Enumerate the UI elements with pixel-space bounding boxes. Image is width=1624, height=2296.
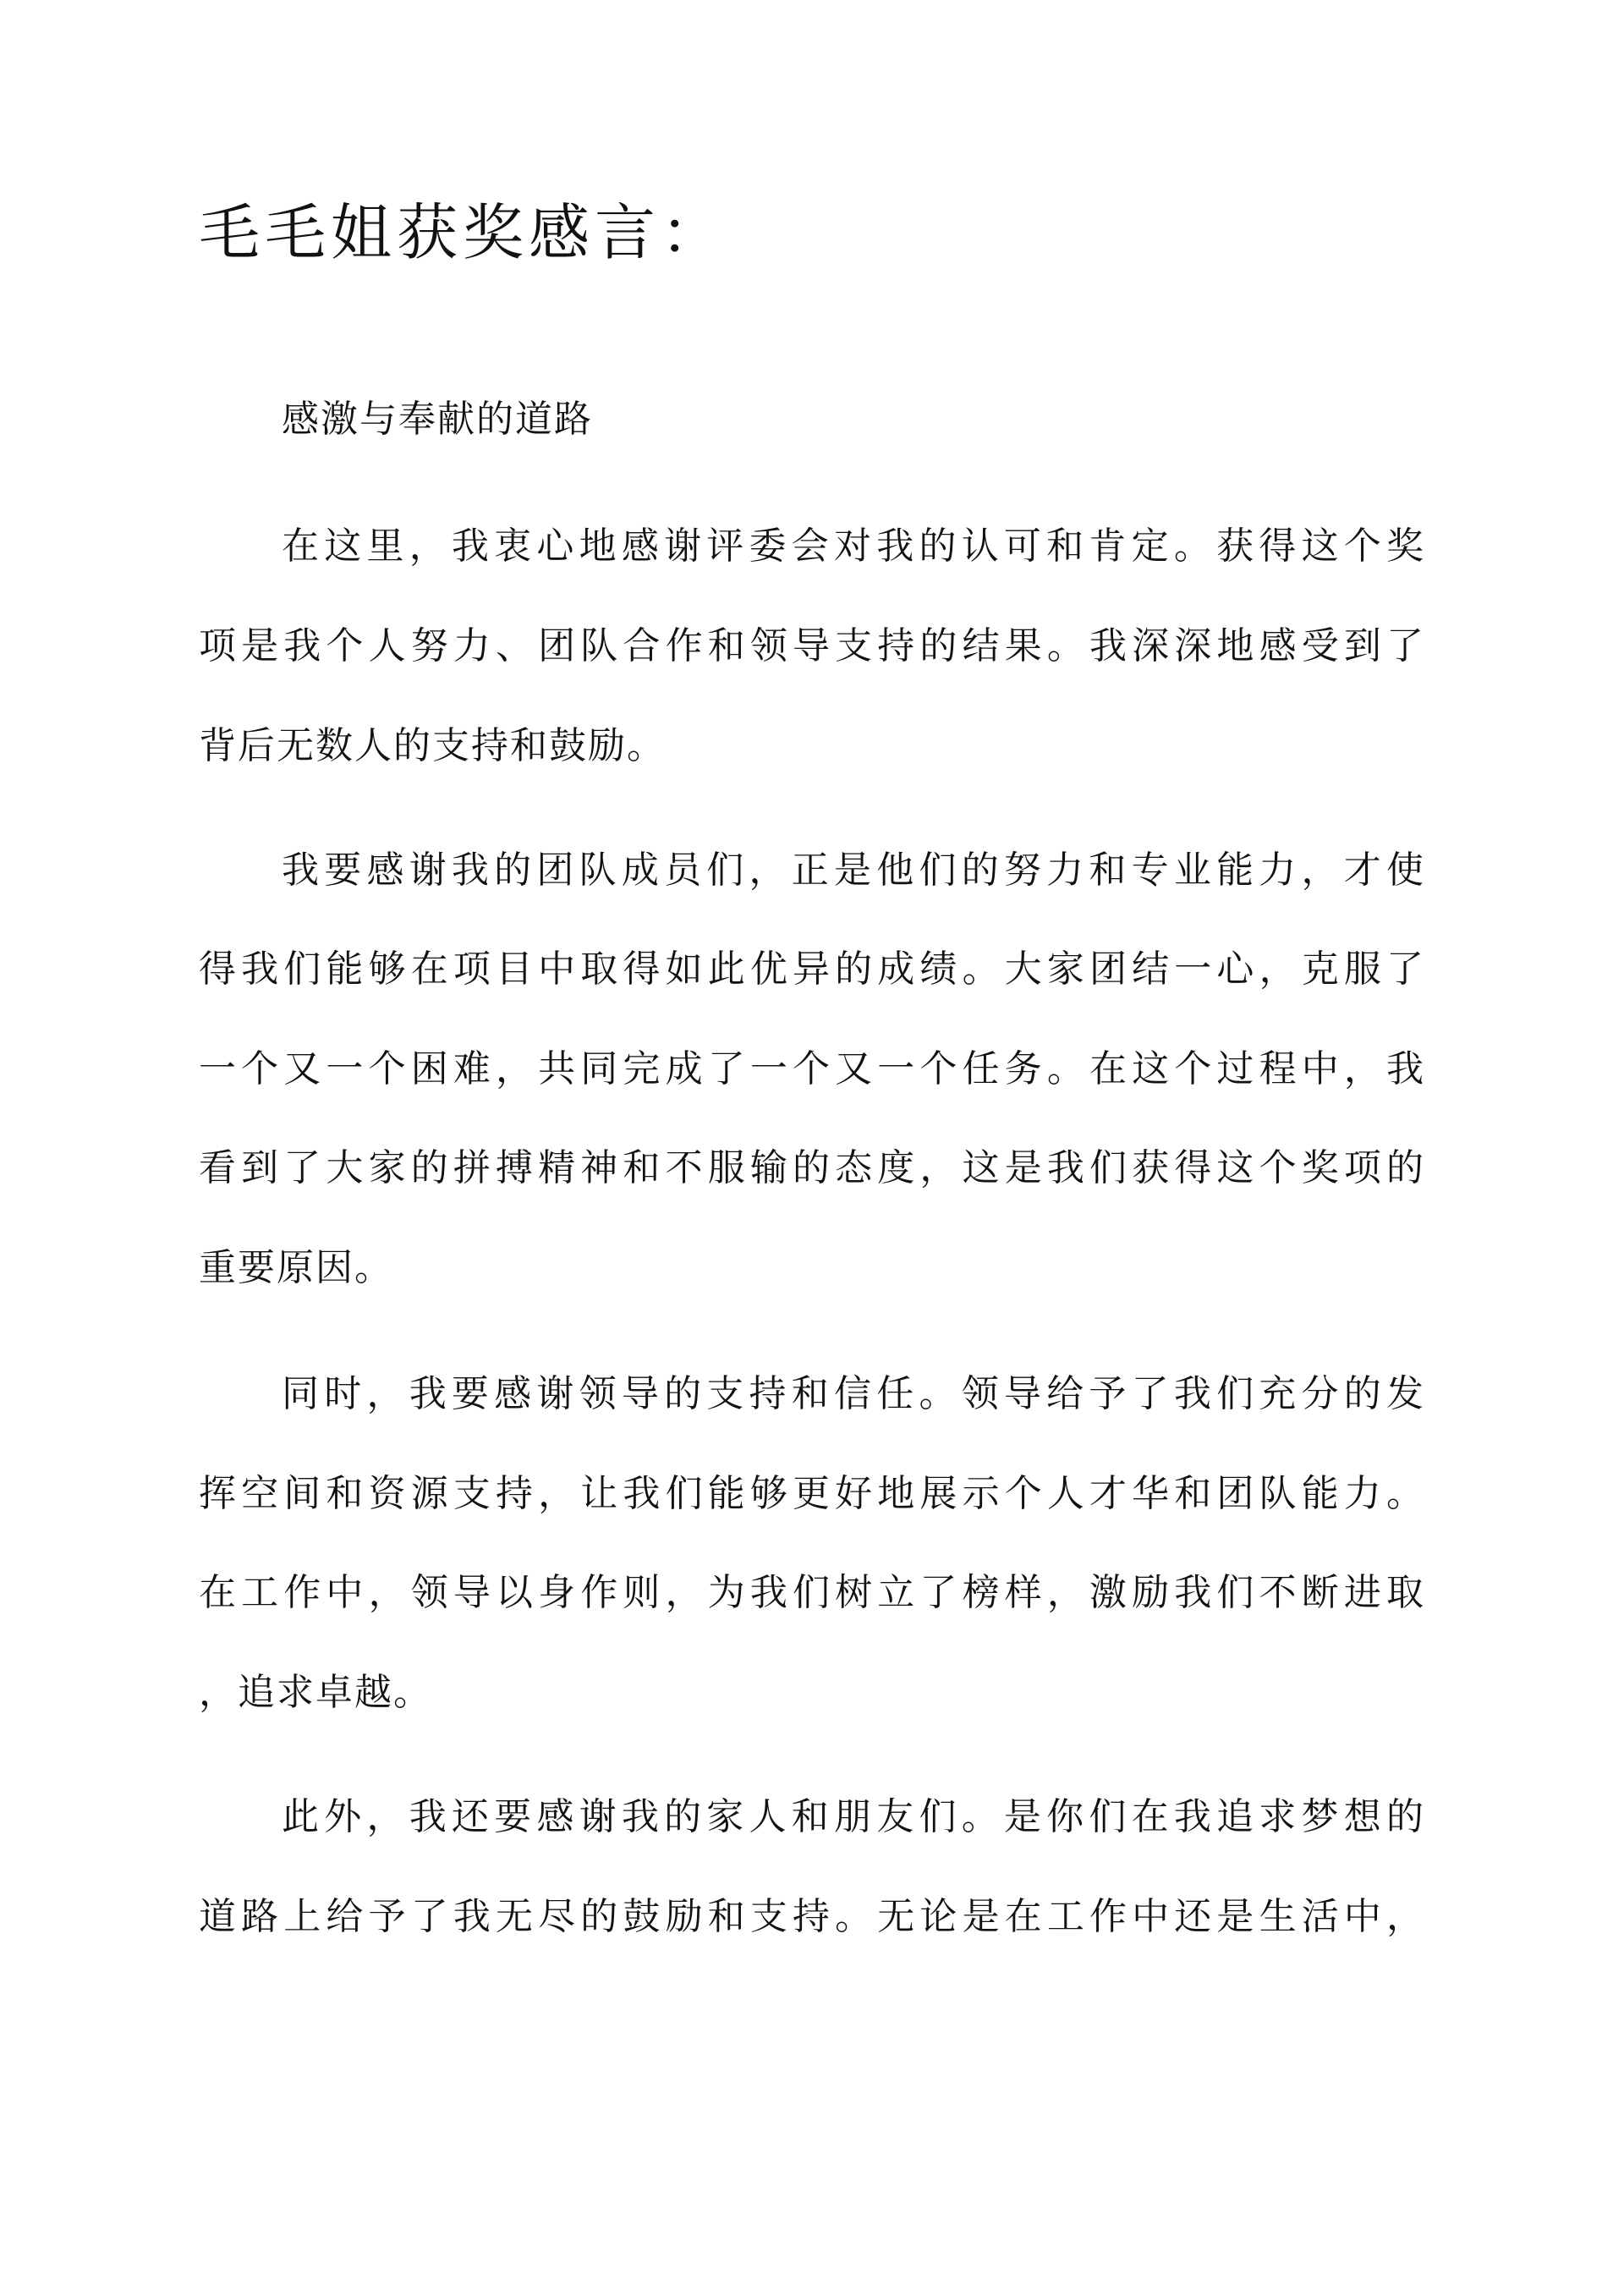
paragraph-line: 挥空间和资源支持，让我们能够更好地展示个人才华和团队能力。	[199, 1472, 1425, 1515]
paragraph-line: 在工作中，领导以身作则，为我们树立了榜样，激励我们不断进取	[199, 1571, 1425, 1614]
document-title: 毛毛姐获奖感言：	[199, 197, 727, 268]
paragraph-line: 同时，我要感谢领导的支持和信任。领导给予了我们充分的发	[282, 1372, 1425, 1415]
paragraph-line: 项是我个人努力、团队合作和领导支持的结果。我深深地感受到了	[199, 624, 1425, 667]
paragraph-line: 此外，我还要感谢我的家人和朋友们。是你们在我追求梦想的	[282, 1795, 1425, 1838]
paragraph-line: 背后无数人的支持和鼓励。	[199, 724, 666, 767]
paragraph-line: 得我们能够在项目中取得如此优异的成绩。大家团结一心，克服了	[199, 948, 1425, 991]
paragraph-line: 一个又一个困难，共同完成了一个又一个任务。在这个过程中，我	[199, 1047, 1425, 1090]
paragraph-line: 在这里，我衷心地感谢评委会对我的认可和肯定。获得这个奖	[282, 525, 1425, 568]
paragraph-line: 我要感谢我的团队成员们，正是他们的努力和专业能力，才使	[282, 849, 1425, 892]
paragraph-line: 道路上给予了我无尽的鼓励和支持。无论是在工作中还是生活中，	[199, 1895, 1425, 1938]
paragraph-line: ，追求卓越。	[199, 1671, 432, 1714]
document-subtitle: 感激与奉献的道路	[282, 398, 593, 441]
paragraph-line: 重要原因。	[199, 1246, 393, 1289]
paragraph-line: 看到了大家的拼搏精神和不服输的态度，这是我们获得这个奖项的	[199, 1146, 1425, 1189]
